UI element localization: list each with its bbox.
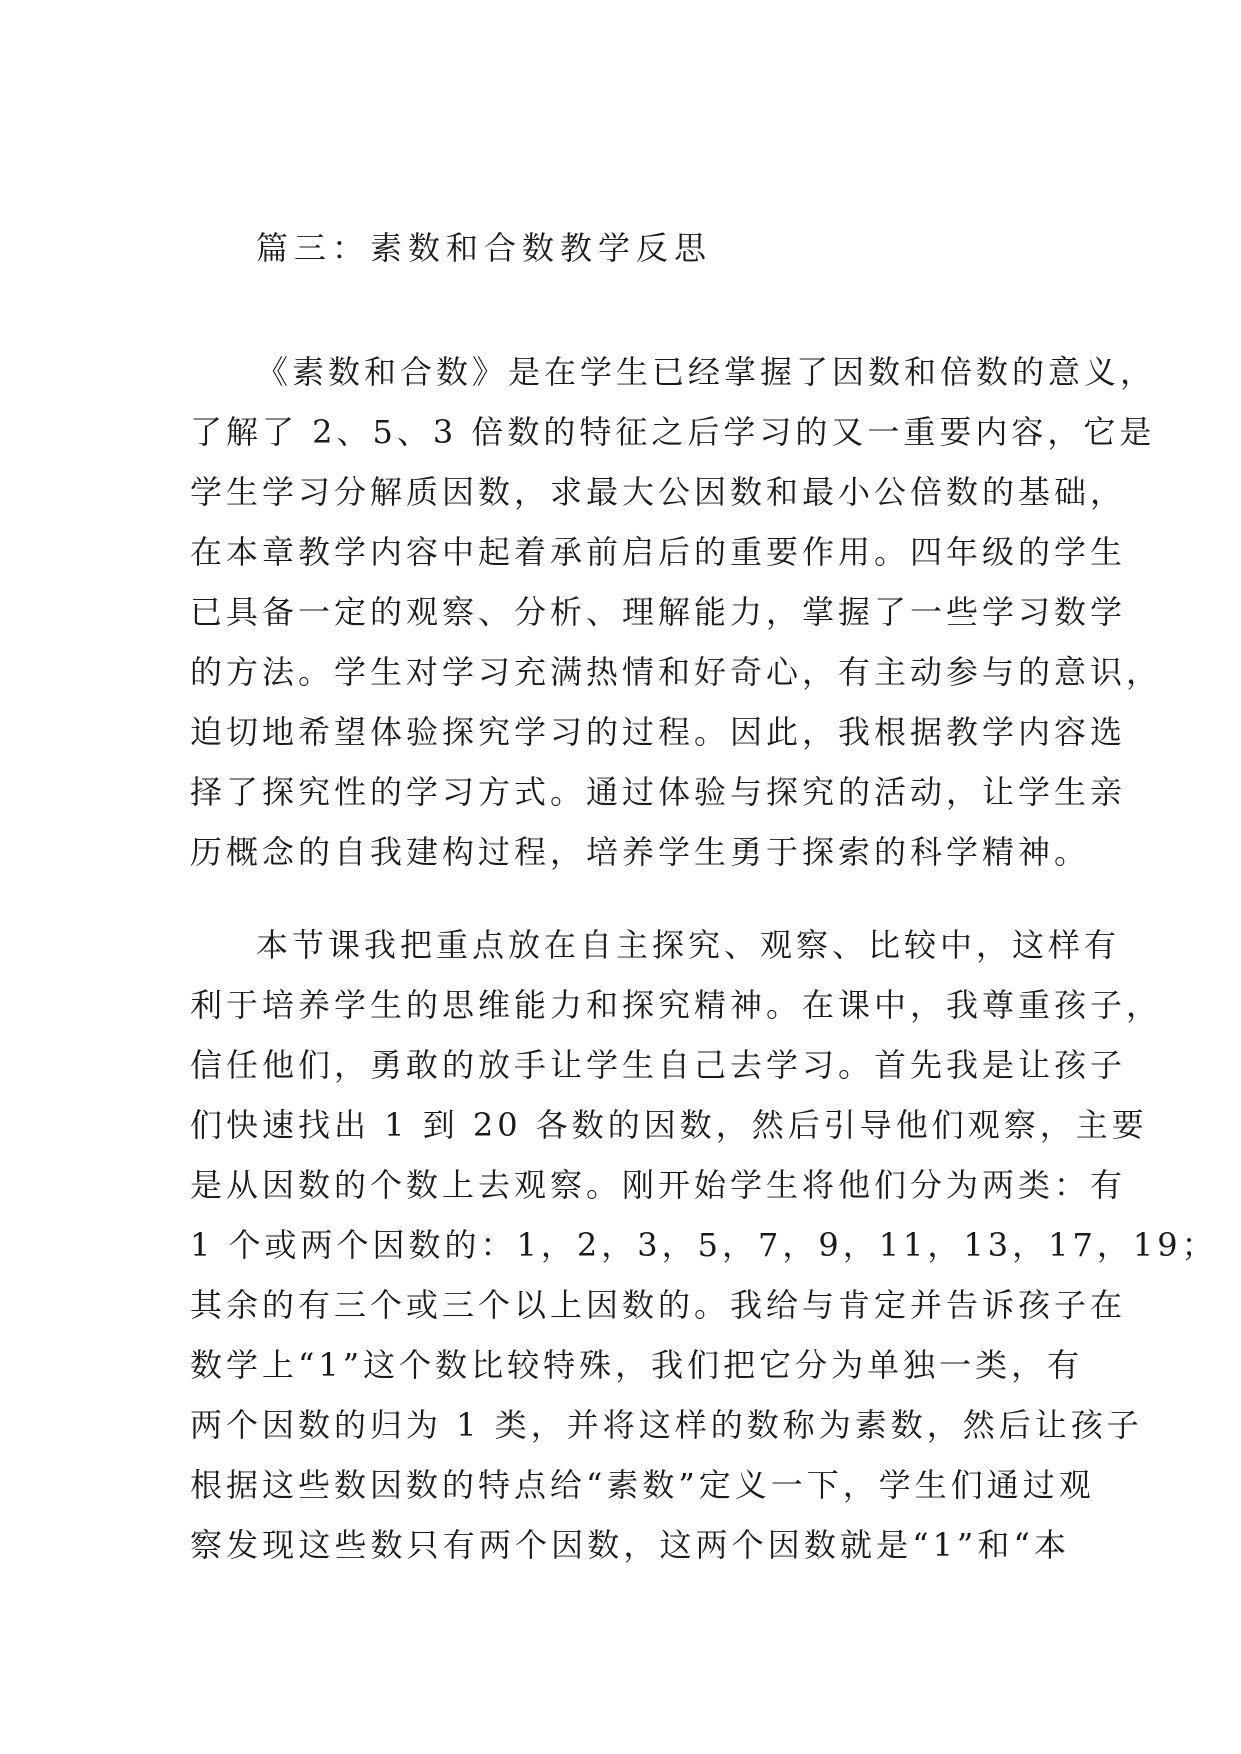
text-line: 的方法。学生对学习充满热情和好奇心，有主动参与的意识， [190,653,1163,691]
text-line: 1 个或两个因数的：1，2，3，5，7，9，11，13，17，19； [190,1226,1218,1264]
text-line: 已具备一定的观察、分析、理解能力，掌握了一些学习数学 [190,593,1127,631]
text-line: 本节课我把重点放在自主探究、观察、比较中，这样有 [256,926,1121,964]
text-line: 们快速找出 1 到 20 各数的因数，然后引导他们观察，主要 [190,1106,1148,1144]
document-title: 篇三：素数和合数教学反思 [256,229,713,267]
text-line: 信任他们，勇敢的放手让学生自己去学习。首先我是让孩子 [190,1046,1127,1084]
text-line: 利于培养学生的思维能力和探究精神。在课中，我尊重孩子， [190,986,1163,1024]
text-line: 数学上“1”这个数比较特殊，我们把它分为单独一类，有 [190,1346,1084,1384]
text-line: 历概念的自我建构过程，培养学生勇于探索的科学精神。 [190,833,1091,871]
text-line: 其余的有三个或三个以上因数的。我给与肯定并告诉孩子在 [190,1286,1127,1324]
text-line: 根据这些数因数的特点给“素数”定义一下，学生们通过观 [190,1466,1095,1504]
text-line: 在本章教学内容中起着承前启后的重要作用。四年级的学生 [190,533,1127,571]
text-line: 学生学习分解质因数，求最大公因数和最小公倍数的基础， [190,473,1127,511]
paragraph-2 [190,915,1218,1575]
text-line: 察发现这些数只有两个因数，这两个因数就是“1”和“本 [190,1526,1070,1564]
text-line: 两个因数的归为 1 类，并将这样的数称为素数，然后让孩子 [190,1406,1143,1444]
text-line: 了解了 2、5、3 倍数的特征之后学习的又一重要内容，它是 [190,413,1156,451]
text-line: 是从因数的个数上去观察。刚开始学生将他们分为两类：有 [190,1166,1127,1204]
paragraph-1 [190,342,1163,882]
text-line: 《素数和合数》是在学生已经掌握了因数和倍数的意义， [256,353,1157,391]
text-line: 迫切地希望体验探究学习的过程。因此，我根据教学内容选 [190,713,1127,751]
text-line: 择了探究性的学习方式。通过体验与探究的活动，让学生亲 [190,773,1127,811]
